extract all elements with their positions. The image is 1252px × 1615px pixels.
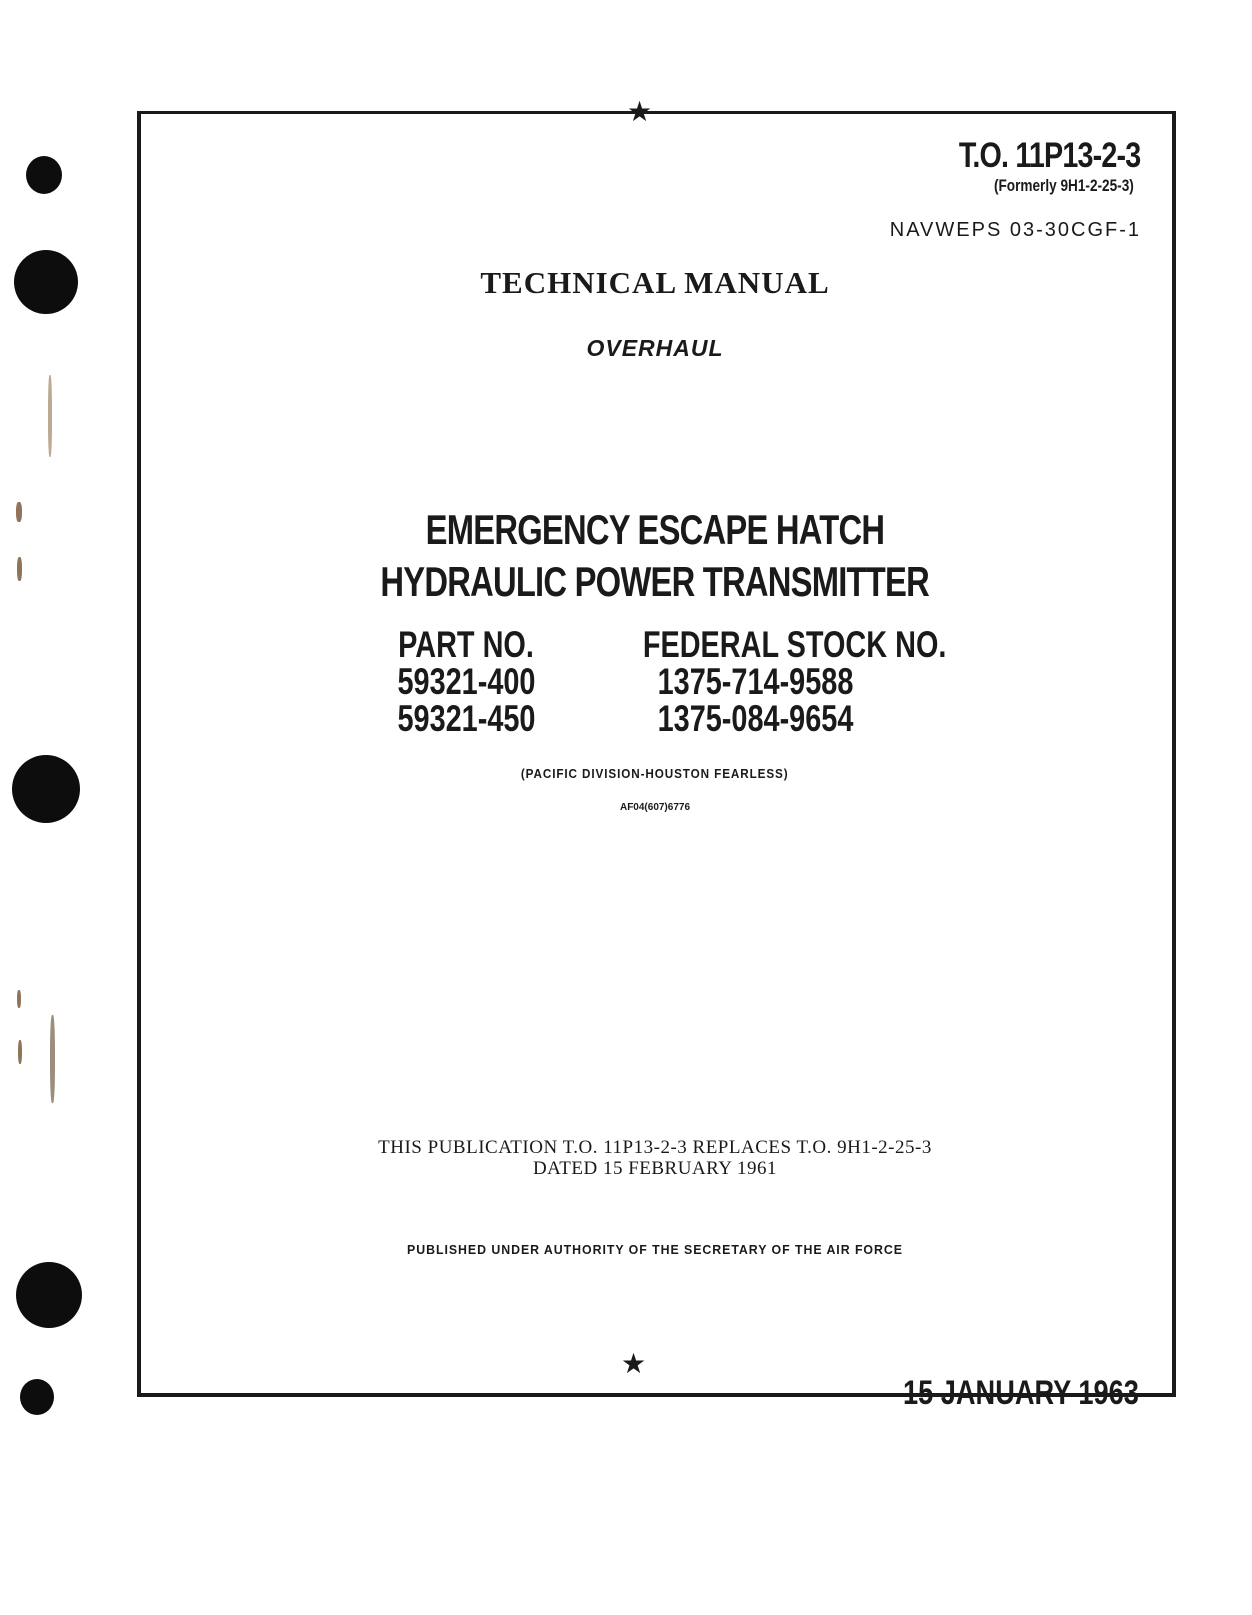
replaces-notice [0, 1137, 1252, 1179]
part-number-header: PART NO. [398, 624, 534, 665]
stock-number-column [600, 624, 947, 739]
paper-speck [50, 1015, 55, 1103]
manufacturer-text: (PACIFIC DIVISION-HOUSTON FEARLESS) [521, 766, 789, 781]
binder-hole [26, 156, 62, 194]
title-line-2-text: HYDRAULIC POWER TRANSMITTER [380, 558, 930, 605]
replaces-line-2: DATED 15 FEBRUARY 1961 [532, 1158, 778, 1179]
bottom-star-icon: ★ [621, 1347, 647, 1380]
paper-speck [18, 1040, 22, 1064]
paper-speck [17, 990, 21, 1008]
to-number: T.O. 11P13-2-3 [958, 136, 1140, 175]
authority-text: PUBLISHED UNDER AUTHORITY OF THE SECRETARY OF THE AIR FORCE [407, 1242, 903, 1257]
part-number: 59321-400 [396, 661, 536, 702]
page-border [137, 111, 1176, 1397]
document-type: TECHNICAL MANUAL [480, 265, 830, 300]
replaces-line-1: THIS PUBLICATION T.O. 11P13-2-3 REPLACES T.O. 9H1-2-25-3 [378, 1137, 932, 1158]
binder-hole [20, 1379, 54, 1415]
contract-number: AF04(607)6776 [619, 802, 691, 813]
authority-statement [0, 1242, 1252, 1257]
top-star-icon: ★ [627, 95, 653, 128]
stock-number: 1375-714-9588 [657, 661, 853, 702]
title-line-1-text: EMERGENCY ESCAPE HATCH [425, 506, 885, 553]
title-line-1 [0, 506, 1252, 554]
publication-date: 15 JANUARY 1963 [903, 1374, 1139, 1412]
part-number-column [366, 626, 566, 737]
title-line-2 [0, 558, 1252, 606]
stock-number-header: FEDERAL STOCK NO. [642, 624, 947, 665]
part-number: 59321-450 [396, 698, 536, 739]
paper-speck [48, 375, 52, 457]
binder-hole [16, 1262, 82, 1328]
manual-category: OVERHAUL [586, 335, 724, 361]
navweps-number: NAVWEPS 03-30CGF-1 [889, 219, 1141, 241]
formerly-number: (Formerly 9H1-2-25-3) [994, 176, 1134, 195]
stock-number: 1375-084-9654 [657, 698, 853, 739]
manufacturer [0, 766, 1252, 781]
